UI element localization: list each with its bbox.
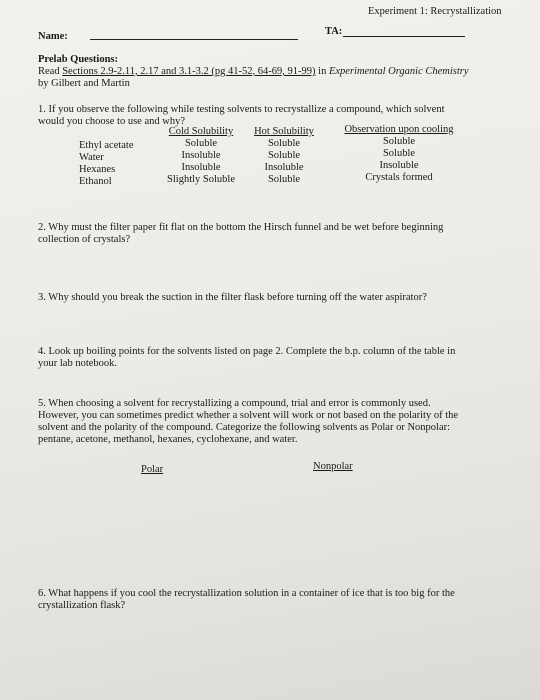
name-label: Name: bbox=[38, 31, 68, 42]
cold-solubility-column bbox=[155, 126, 247, 186]
prelab-reading bbox=[38, 66, 469, 78]
table-cell: Soluble bbox=[184, 138, 218, 149]
book-title: Experimental Organic Chemistry bbox=[328, 66, 469, 77]
table-cell: Soluble bbox=[267, 150, 301, 161]
solvent-column bbox=[79, 140, 134, 188]
solvent-name: Hexanes bbox=[79, 164, 116, 175]
question-6-line-2: crystallization flask? bbox=[38, 600, 126, 611]
question-4-line-1: 4. Look up boiling points for the solvents listed on page 2. Complete the b.p. column of the table in bbox=[38, 346, 456, 357]
experiment-title: Experiment 1: Recrystallization bbox=[368, 6, 502, 17]
solvent-name: Ethanol bbox=[79, 176, 112, 187]
table-cell: Soluble bbox=[382, 148, 416, 159]
table-cell: Soluble bbox=[382, 136, 416, 147]
table-cell: Slightly Soluble bbox=[167, 174, 235, 185]
question-1-line-1: 1. If you observe the following while testing solvents to recrystallize a compound, which solvent bbox=[38, 104, 445, 115]
question-2-line-1: 2. Why must the filter paper fit flat on the bottom the Hirsch funnel and be wet before beginning bbox=[38, 222, 444, 233]
table-cell: Insoluble bbox=[181, 162, 221, 173]
read-in: in bbox=[318, 66, 327, 77]
solvent-name: Water bbox=[79, 152, 104, 163]
observation-column bbox=[334, 124, 464, 184]
table-cell: Soluble bbox=[267, 138, 301, 149]
hot-solubility-column bbox=[244, 126, 324, 186]
cold-solubility-header: Cold Solubility bbox=[168, 126, 234, 137]
question-3-line-1: 3. Why should you break the suction in the filter flask before turning off the water aspirator? bbox=[38, 292, 427, 303]
name-blank-line bbox=[90, 39, 298, 40]
hot-solubility-header: Hot Solubility bbox=[254, 126, 314, 137]
question-2-line-2: collection of crystals? bbox=[38, 234, 131, 245]
solvent-name: Ethyl acetate bbox=[79, 140, 134, 151]
table-cell: Crystals formed bbox=[365, 172, 433, 183]
table-cell: Insoluble bbox=[379, 160, 419, 171]
read-prefix: Read bbox=[38, 66, 60, 77]
polar-heading: Polar bbox=[141, 464, 164, 475]
question-6-line-1: 6. What happens if you cool the recrystallization solution in a container of ice that is too big for the bbox=[38, 588, 455, 599]
ta-label: TA: bbox=[325, 26, 343, 37]
table-cell: Soluble bbox=[267, 174, 301, 185]
table-cell: Insoluble bbox=[181, 150, 221, 161]
table-cell: Insoluble bbox=[264, 162, 304, 173]
question-1-line-2: would you choose to use and why? bbox=[38, 116, 185, 127]
question-4-line-2: your lab notebook. bbox=[38, 358, 118, 369]
question-5-line-4: pentane, acetone, methanol, hexanes, cyclohexane, and water. bbox=[38, 434, 298, 445]
ta-blank-line bbox=[343, 36, 465, 37]
question-5-line-3: solvent and the polarity of the compound. Categorize the following solvents as Polar or Nonpolar: bbox=[38, 422, 451, 433]
prelab-title: Prelab Questions: bbox=[38, 54, 119, 65]
question-5-line-1: 5. When choosing a solvent for recrystallizing a compound, trial and error is commonly used. bbox=[38, 398, 431, 409]
nonpolar-heading: Nonpolar bbox=[313, 461, 353, 472]
question-5-line-2: However, you can sometimes predict whether a solvent will work or not based on the polarity of the bbox=[38, 410, 459, 421]
reading-sections-link: Sections 2.9-2.11, 2.17 and 3.1-3.2 (pg 41-52, 64-69, 91-99) bbox=[62, 66, 316, 77]
book-authors: by Gilbert and Martin bbox=[38, 78, 130, 89]
observation-header: Observation upon cooling bbox=[344, 124, 454, 135]
